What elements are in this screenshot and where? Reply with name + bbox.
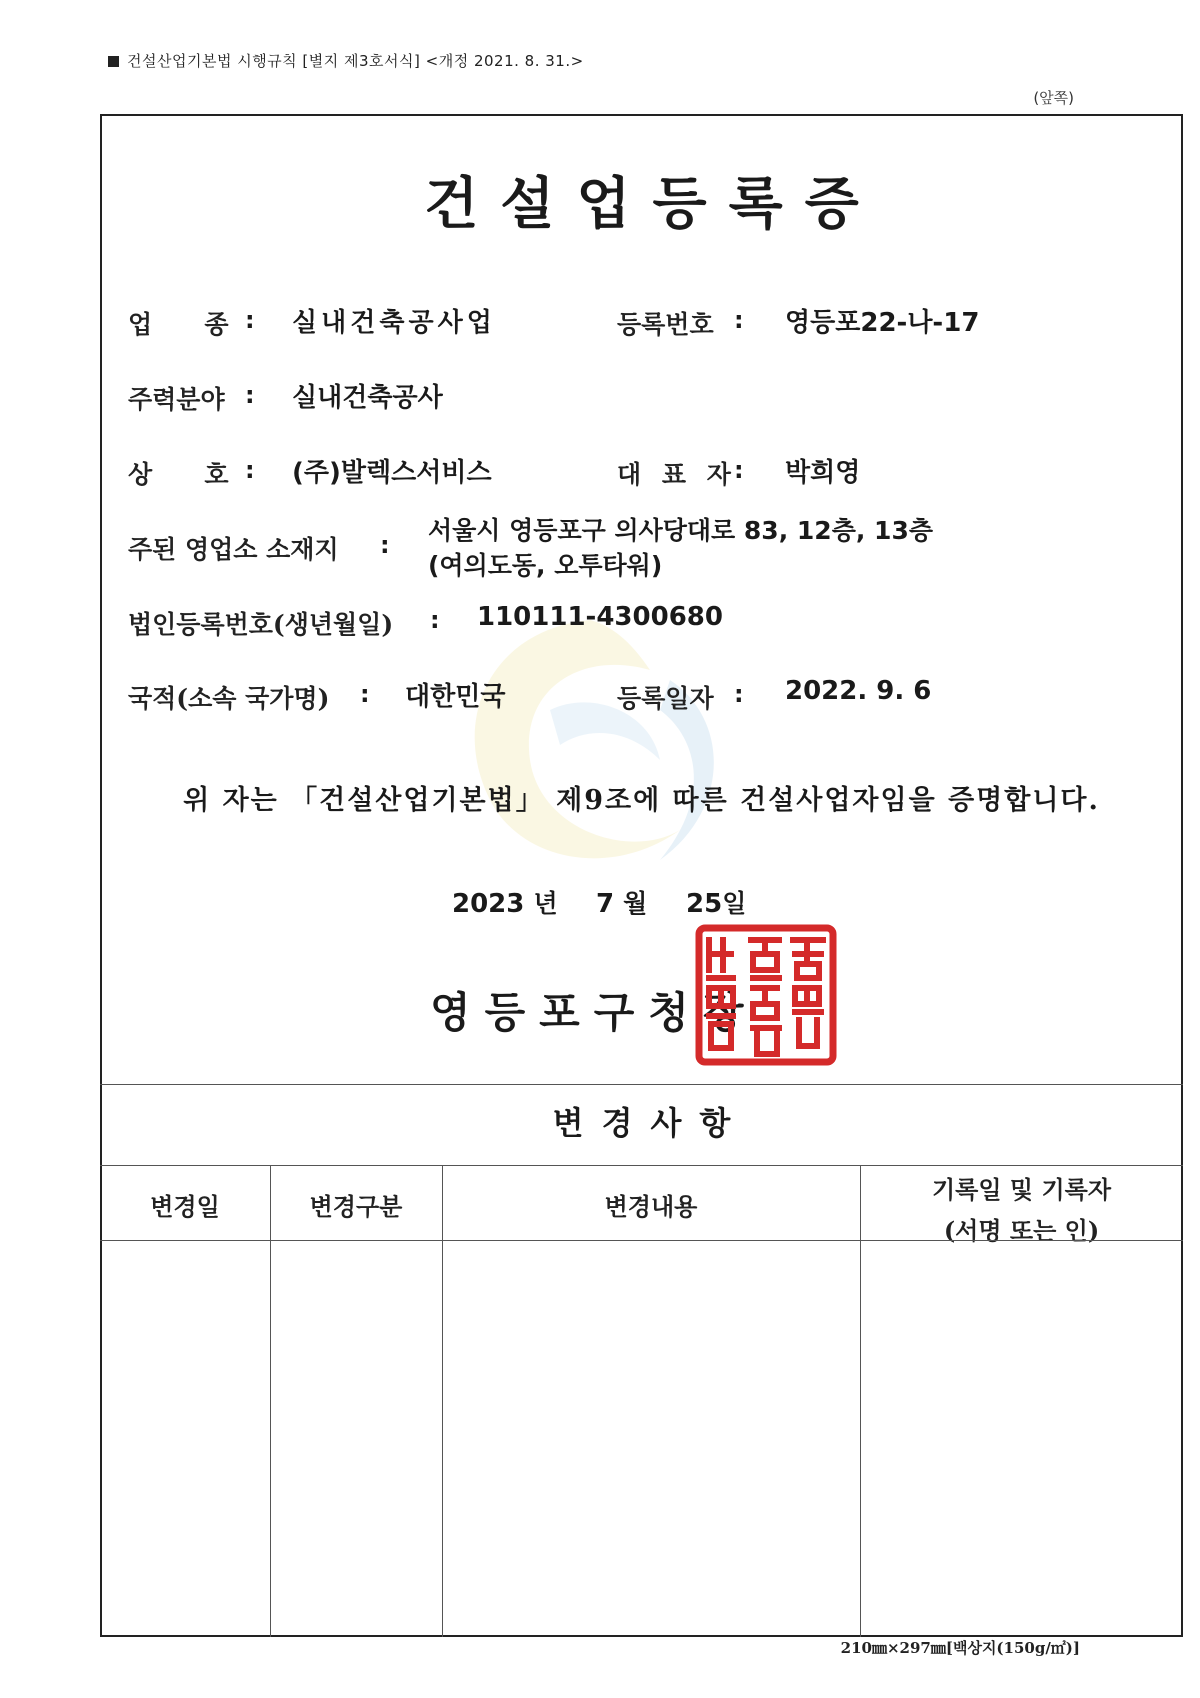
- side-note: (앞쪽): [1033, 89, 1074, 107]
- column-divider: [860, 1165, 861, 1637]
- registration-number-label: 등록번호: [617, 310, 714, 339]
- colon: :: [734, 456, 744, 484]
- representative-label: 대 표 자: [617, 460, 737, 489]
- registration-date-label: 등록일자: [617, 684, 714, 713]
- nationality-label: 국적(소속 국가명): [128, 684, 330, 713]
- office-address-line2: (여의도동, 오투타워): [428, 551, 663, 580]
- column-header-change-date: 변경일: [150, 1192, 220, 1221]
- column-header-change-type: 변경구분: [309, 1192, 403, 1221]
- column-header-record: 기록일 및 기록자 (서명 또는 인): [932, 1175, 1111, 1245]
- issue-date-year: 2023 년: [452, 889, 558, 919]
- square-bullet-icon: [108, 56, 119, 67]
- column-divider: [442, 1165, 443, 1637]
- trade-name-label: 상 호: [128, 460, 229, 489]
- colon: :: [380, 531, 390, 559]
- official-seal: [695, 924, 837, 1066]
- section-divider: [100, 1084, 1183, 1085]
- table-header-bottom-border: [100, 1240, 1183, 1241]
- issue-date-month: 7 월: [596, 889, 648, 919]
- business-type-value: 실내건축공사업: [292, 308, 496, 338]
- colon: :: [430, 606, 440, 634]
- issuer-name: 영등포구청장: [430, 988, 758, 1037]
- corp-reg-label: 법인등록번호(생년월일): [128, 610, 394, 639]
- nationality-value: 대한민국: [405, 682, 506, 712]
- main-field-value: 실내건축공사: [292, 383, 443, 413]
- colon: :: [734, 680, 744, 708]
- trade-name-value: (주)발렉스서비스: [292, 458, 492, 488]
- watermark-emblem: [430, 600, 750, 900]
- column-header-change-content: 변경내용: [604, 1192, 698, 1221]
- table-top-border: [100, 1165, 1183, 1166]
- paper-spec: 210㎜×297㎜[백상지(150g/㎡)]: [840, 1639, 1080, 1657]
- office-address-label: 주된 영업소 소재지: [128, 535, 339, 564]
- business-type-label: 업 종: [128, 310, 229, 339]
- document-title: 건설업등록증: [424, 171, 881, 237]
- issue-date-day: 25일: [686, 889, 747, 919]
- form-reference: 건설산업기본법 시행규칙 [별지 제3호서식] <개정 2021. 8. 31.>: [108, 50, 584, 71]
- office-address-line1: 서울시 영등포구 의사당대로 83, 12층, 13층: [428, 516, 933, 545]
- registration-number-value: 영등포22-나-17: [785, 308, 980, 338]
- representative-value: 박희영: [785, 458, 861, 488]
- colon: :: [245, 456, 255, 484]
- colon: :: [245, 381, 255, 409]
- colon: :: [734, 306, 744, 334]
- registration-date-value: 2022. 9. 6: [785, 676, 932, 706]
- colon: :: [360, 680, 370, 708]
- colon: :: [245, 306, 255, 334]
- certification-statement: 위 자는 「건설산업기본법」 제9조에 따른 건설사업자임을 증명합니다.: [183, 785, 1100, 816]
- changes-section-title: 변경사항: [552, 1104, 749, 1142]
- main-field-label: 주력분야: [128, 385, 225, 414]
- column-divider: [270, 1165, 271, 1637]
- corp-reg-value: 110111-4300680: [477, 602, 723, 632]
